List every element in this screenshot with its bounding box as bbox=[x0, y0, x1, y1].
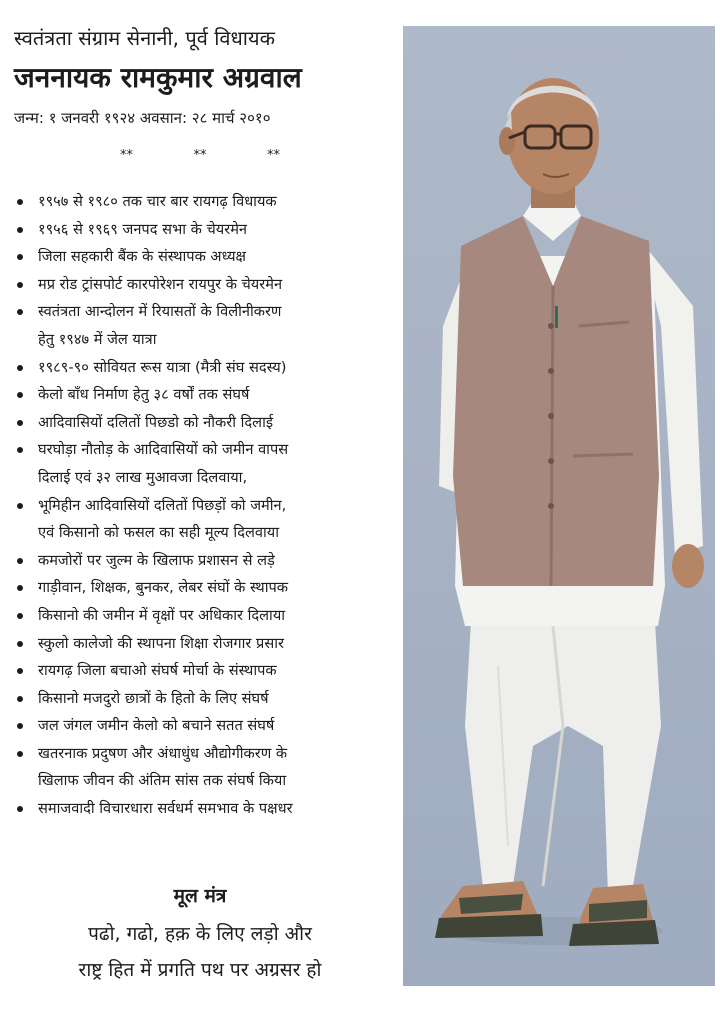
list-item: किसानो की जमीन में वृक्षों पर अधिकार दिलाया bbox=[10, 602, 402, 630]
list-item: घरघोड़ा नौतोड़ के आदिवासियों को जमीन वापस दिलाई एवं ३२ लाख मुआवजा दिलवाया, bbox=[10, 436, 402, 491]
list-item: समाजवादी विचारधारा सर्वधर्म समभाव के पक्षधर bbox=[10, 795, 402, 823]
page-title: जननायक रामकुमार अग्रवाल bbox=[14, 61, 302, 94]
subtitle: स्वतंत्रता संग्राम सेनानी, पूर्व विधायक bbox=[14, 26, 275, 50]
list-item: खतरनाक प्रदुषण और अंधाधुंध औद्योगीकरण के खिलाफ जीवन की अंतिम सांस तक संघर्ष किया bbox=[10, 740, 402, 795]
mantra-title: मूल मंत्र bbox=[173, 885, 227, 907]
list-item: जल जंगल जमीन केलो को बचाने सतत संघर्ष bbox=[10, 712, 402, 740]
portrait-photo bbox=[403, 26, 715, 986]
list-item: कमजोरों पर जुल्म के खिलाफ प्रशासन से लड़े bbox=[10, 547, 402, 575]
list-item: रायगढ़ जिला बचाओ संघर्ष मोर्चा के संस्थापक bbox=[10, 657, 402, 685]
star-mark: ** bbox=[267, 148, 280, 163]
list-item: स्कुलो कालेजो की स्थापना शिक्षा रोजगार प्रसार bbox=[10, 630, 402, 658]
separator-stars bbox=[120, 148, 280, 163]
list-item: स्वतंत्रता आन्दोलन में रियासतों के विलीनीकरण हेतु १९४७ में जेल यात्रा bbox=[10, 298, 402, 353]
mantra-line: राष्ट्र हित में प्रगति पथ पर अग्रसर हो bbox=[78, 959, 322, 981]
list-item: १९५७ से १९८० तक चार बार रायगढ़ विधायक bbox=[10, 188, 402, 216]
mantra-line: पढो, गढो, हक़ के लिए लड़ो और bbox=[88, 923, 312, 945]
list-item: १९५६ से १९६९ जनपद सभा के चेयरमेन bbox=[10, 216, 402, 244]
star-mark: ** bbox=[120, 148, 133, 163]
list-item: किसानो मजदुरो छात्रों के हितो के लिए संघर्ष bbox=[10, 685, 402, 713]
star-mark: ** bbox=[193, 148, 207, 163]
list-item: केलो बाँध निर्माण हेतु ३८ वर्षों तक संघर्ष bbox=[10, 381, 402, 409]
elderly-man-portrait-icon bbox=[403, 26, 715, 986]
life-dates: जन्म: १ जनवरी १९२४ अवसान: २८ मार्च २०१० bbox=[14, 109, 271, 127]
list-item: जिला सहकारी बैंक के संस्थापक अध्यक्ष bbox=[10, 243, 402, 271]
list-item: आदिवासियों दलितों पिछडो को नौकरी दिलाई bbox=[10, 409, 402, 437]
list-item: भूमिहीन आदिवासियों दलितों पिछड़ों को जमीन, एवं किसानो को फसल का सही मूल्य दिलवाया bbox=[10, 492, 402, 547]
list-item: मप्र रोड ट्रांसपोर्ट कारपोरेशन रायपुर के चेयरमेन bbox=[10, 271, 402, 299]
achievements-list bbox=[10, 188, 402, 823]
list-item: गाड़ीवान, शिक्षक, बुनकर, लेबर संघों के स्थापक bbox=[10, 574, 402, 602]
list-item: १९८९-९० सोवियत रूस यात्रा (मैत्री संघ सदस्य) bbox=[10, 354, 402, 382]
